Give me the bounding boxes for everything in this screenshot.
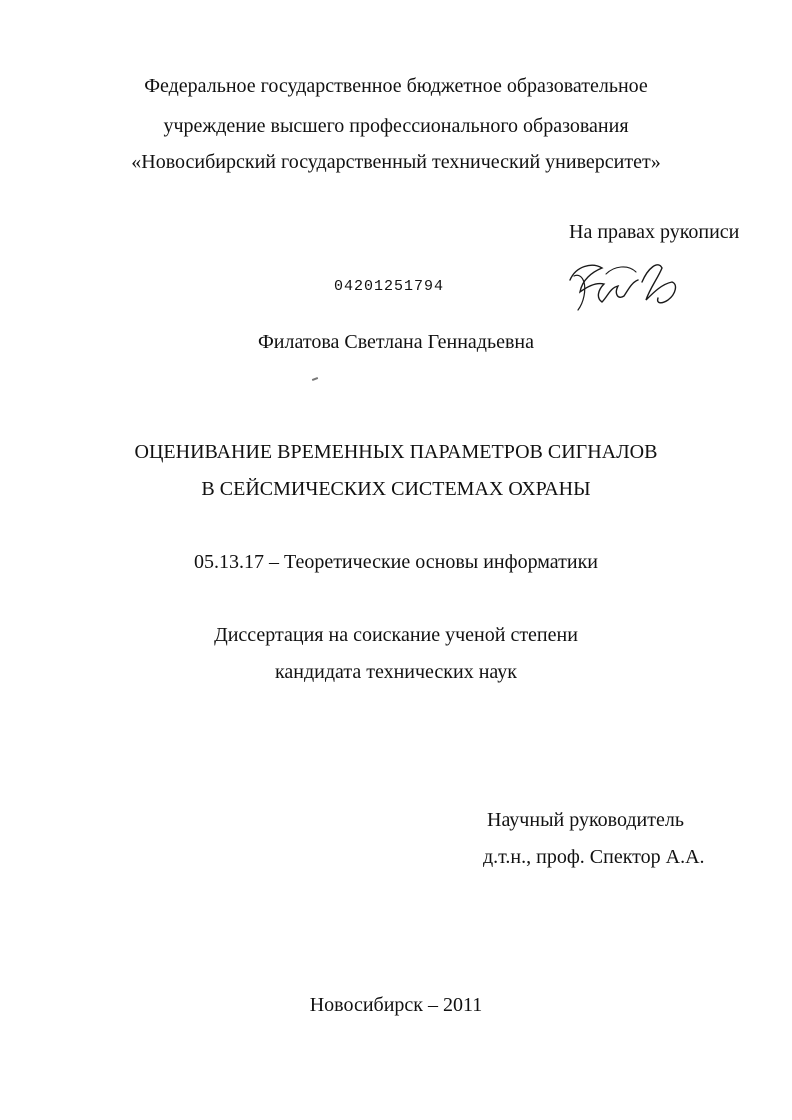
manuscript-note: На правах рукописи (569, 221, 740, 243)
thesis-title-line-1: ОЦЕНИВАНИЕ ВРЕМЕННЫХ ПАРАМЕТРОВ СИГНАЛОВ (134, 441, 658, 463)
supervisor-name: д.т.н., проф. Спектор А.А. (483, 846, 705, 868)
institution-line-2: учреждение высшего профессионального образования (163, 115, 629, 137)
author-name: Филатова Светлана Геннадьевна (258, 331, 534, 353)
thesis-title-line-2: В СЕЙСМИЧЕСКИХ СИСТЕМАХ ОХРАНЫ (201, 478, 591, 500)
city-year: Новосибирск – 2011 (309, 994, 483, 1016)
specialty-code: 05.13.17 – Теоретические основы информатики (193, 551, 599, 573)
institution-line-1: Федеральное государственное бюджетное образовательное (144, 75, 648, 97)
supervisor-label: Научный руководитель (487, 809, 684, 831)
institution-line-3: «Новосибирский государственный технический университет» (131, 151, 661, 173)
degree-line-1: Диссертация на соискание ученой степени (214, 624, 578, 646)
catalog-number: 04201251794 (334, 278, 445, 295)
degree-line-2: кандидата технических наук (274, 661, 518, 683)
signature-image (562, 246, 692, 318)
scan-speck (312, 377, 318, 381)
